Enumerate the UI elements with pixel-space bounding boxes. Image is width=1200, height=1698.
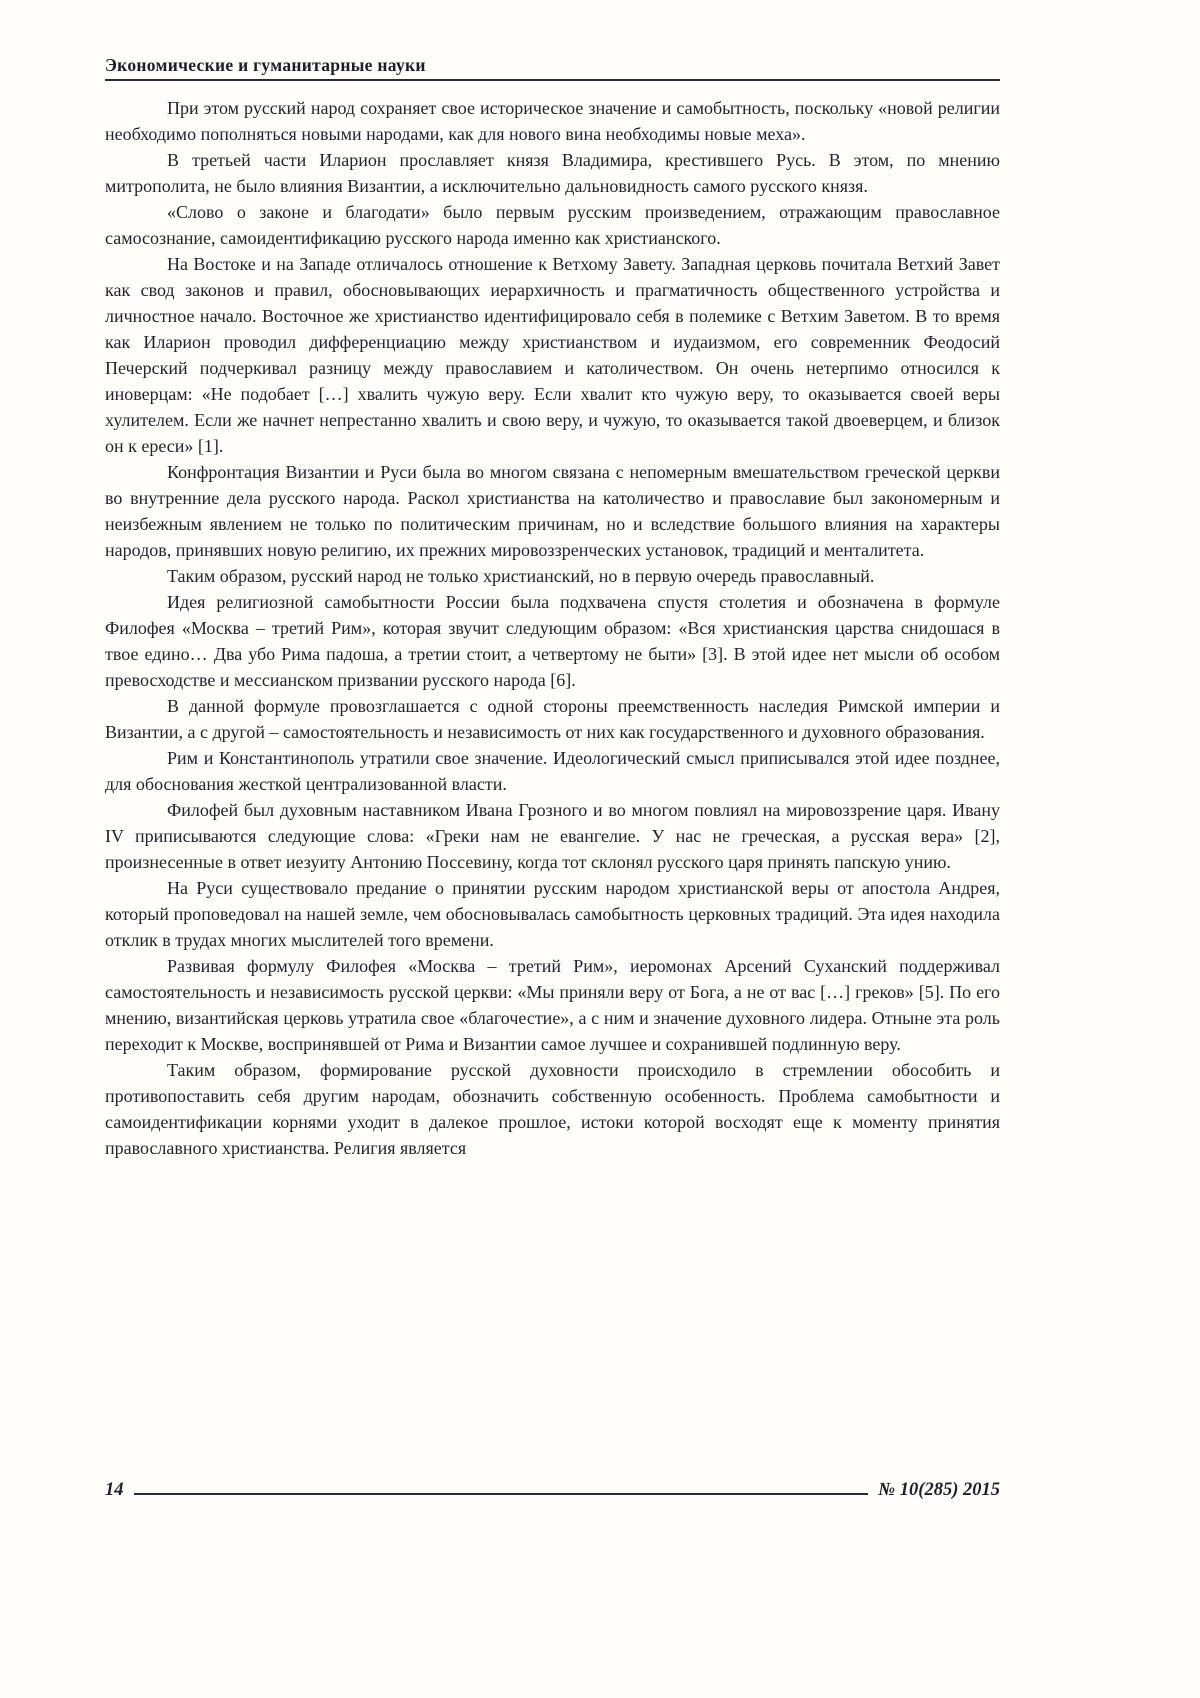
article-body [105,95,1000,1161]
paragraph: В третьей части Иларион прославляет князя Владимира, крестившего Русь. В этом, по мнению митрополита, не было влияния Византии, а исключительно дальновидность самого русского князя. [105,150,1000,196]
issue-label: № 10(285) 2015 [878,1480,1000,1500]
paragraph: На Востоке и на Западе отличалось отношение к Ветхому Завету. Западная церковь почитала Ветхий Завет как свод законов и правил, обосновывающих иерархичность и прагматичность общественного устройства и личностное начало. Восточное же христианство идентифицировало себя в полемике с Ветхим Заветом. В то время как Иларион проводил дифференциацию между христианством и иудаизмом, его современник Феодосий Печерский подчеркивал разницу между православием и католичеством. Он очень нетерпимо относился к иноверцам: «Не подобает […] хвалить чужую веру. Если хвалит кто чужую веру, то оказывается своей веры хулителем. Если же начнет непрестанно хвалить и свою веру, и чужую, то оказывается такой двоеверцем, и близок он к ереси» [1]. [105,254,1000,456]
paragraph: Рим и Константинополь утратили свое значение. Идеологический смысл приписывался этой идее позднее, для обоснования жесткой централизованной власти. [105,748,1000,794]
paragraph: Таким образом, формирование русской духовности происходило в стремлении обособить и противопоставить себя другим народам, обозначить собственную особенность. Проблема самобытности и самоидентификации корнями уходит в далекое прошлое, истоки которой восходят еще к моменту принятия православного христианства. Религия является [105,1060,1000,1158]
paragraph: На Руси существовало предание о принятии русским народом христианской веры от апостола Андрея, который проповедовал на нашей земле, чем обосновывалась самобытность церковных традиций. Эта идея находила отклик в трудах многих мыслителей того времени. [105,878,1000,950]
page-number: 14 [105,1480,124,1500]
paragraph: Конфронтация Византии и Руси была во многом связана с непомерным вмешательством греческой церкви во внутренние дела русского народа. Раскол христианства на католичество и православие был закономерным и неизбежным явлением не только по политическим причинам, но и вследствие большого влияния на характеры народов, принявших новую религию, их прежних мировоззренческих установок, традиций и менталитета. [105,462,1000,560]
running-head: Экономические и гуманитарные науки [105,55,1000,81]
paragraph: «Слово о законе и благодати» было первым русским произведением, отражающим православное самосознание, самоидентификацию русского народа именно как христианского. [105,202,1000,248]
paragraph: Идея религиозной самобытности России была подхвачена спустя столетия и обозначена в формуле Филофея «Москва – третий Рим», которая звучит следующим образом: «Вся христианския царства снидошася в твое едино… Два убо Рима падоша, а третии стоит, а четвертому не быти» [3]. В этой идее нет мысли об особом превосходстве и мессианском призвании русского народа [6]. [105,592,1000,690]
paragraph: Таким образом, русский народ не только христианский, но в первую очередь православный. [167,566,875,586]
page-content [105,55,1000,1161]
paragraph: В данной формуле провозглашается с одной стороны преемственность наследия Римской империи и Византии, а с другой – самостоятельность и независимость от них как государственного и духовного образования. [105,696,1000,742]
paragraph: Филофей был духовным наставником Ивана Грозного и во многом повлиял на мировоззрение царя. Ивану IV приписываются следующие слова: «Греки нам не евангелие. У нас не греческая, а русская вера» [2], произнесенные в ответ иезуиту Антонию Поссевину, когда тот склонял русского царя принять папскую унию. [105,800,1000,872]
footer-rule [134,1493,869,1495]
page-footer [105,1480,1000,1501]
paragraph: Развивая формулу Филофея «Москва – третий Рим», иеромонах Арсений Суханский поддерживал самостоятельность и независимость русской церкви: «Мы приняли веру от Бога, а не от вас […] греков» [5]. По его мнению, византийская церковь утратила свое «благочестие», а с ним и значение духовного лидера. Отныне эта роль переходит к Москве, воспринявшей от Рима и Византии самое лучшее и сохранившей подлинную веру. [105,956,1000,1054]
paragraph: При этом русский народ сохраняет свое историческое значение и самобытность, поскольку «новой религии необходимо пополняться новыми народами, как для нового вина необходимы новые меха». [105,98,1000,144]
